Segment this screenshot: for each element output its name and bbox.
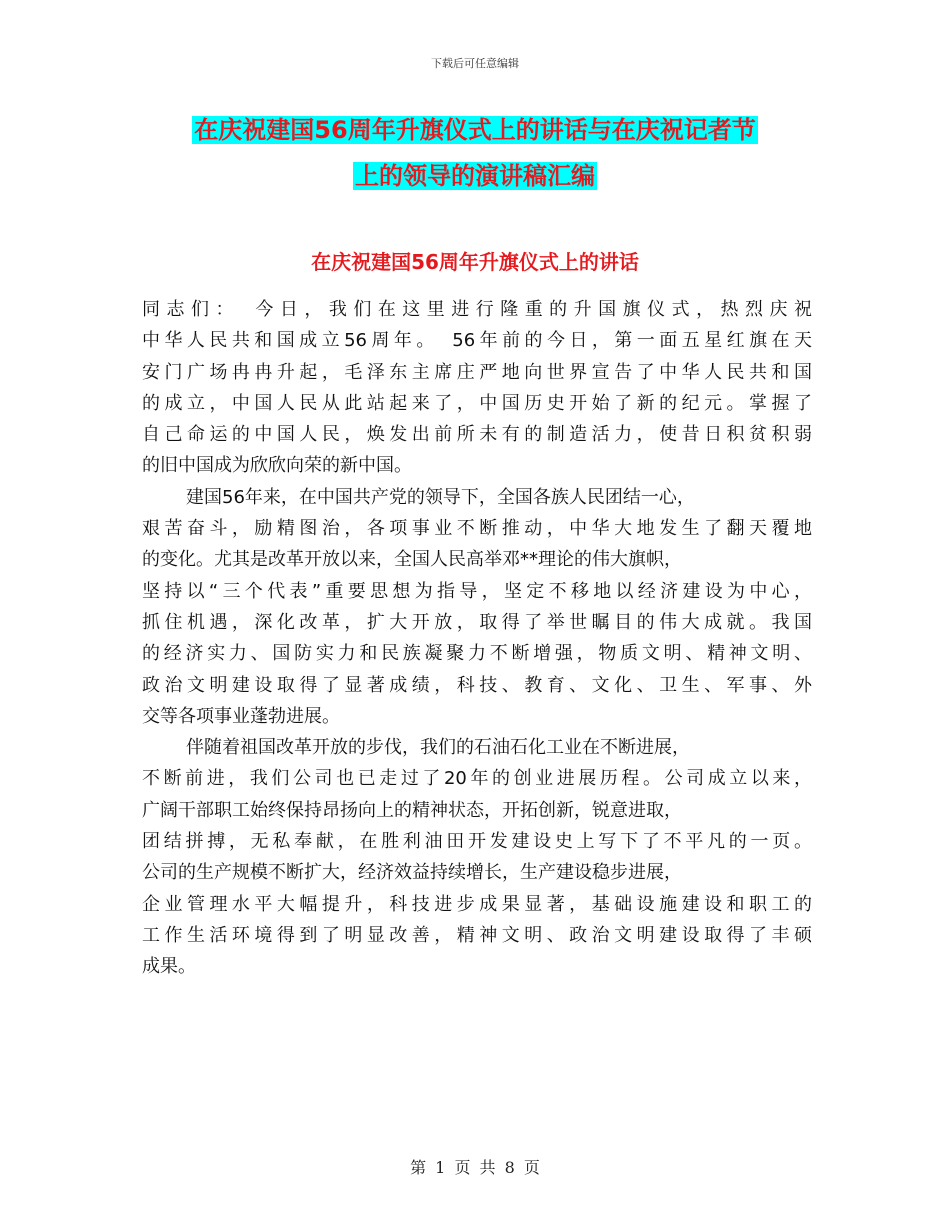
body-line: 安门广场冉冉升起，毛泽东主席庄严地向世界宣告了中华人民共和国	[142, 361, 812, 383]
body-line: 工作生活环境得到了明显改善，精神文明、政治文明建设取得了丰硕	[142, 924, 812, 946]
section-title: 在庆祝建国56周年升旗仪式上的讲话	[311, 250, 639, 274]
body-line: 的变化。尤其是改革开放以来，全国人民高举邓**理论的伟大旗帜，	[142, 549, 682, 571]
title-line-2: 上的领导的演讲稿汇编	[355, 162, 595, 190]
body-line: 同志们： 今日，我们在这里进行隆重的升国旗仪式，热烈庆祝	[142, 299, 812, 320]
body-line: 艰苦奋斗，励精图治，各项事业不断推动，中华大地发生了翻天覆地	[142, 518, 812, 540]
body-line: 政治文明建设取得了显著成绩，科技、教育、文化、卫生、军事、外	[142, 674, 812, 696]
body-line: 伴随着祖国改革开放的步伐，我们的石油石化工业在不断进展，	[186, 737, 690, 759]
body-line: 坚持以“三个代表”重要思想为指导，坚定不移地以经济建设为中心，	[142, 580, 812, 602]
body-line: 企业管理水平大幅提升，科技进步成果显著，基础设施建设和职工的	[142, 893, 812, 915]
page-footer: 第 1 页 共 8 页	[410, 1158, 540, 1177]
body-line: 建国56年来，在中国共产党的领导下，全国各族人民团结一心，	[186, 486, 695, 508]
body-text	[142, 294, 812, 983]
page-header: 下载后可任意编辑	[431, 57, 519, 70]
title-line-1: 在庆祝建国56周年升旗仪式上的讲话与在庆祝记者节	[194, 116, 756, 144]
body-line: 交等各项事业蓬勃进展。	[142, 705, 340, 727]
body-line: 不断前进，我们公司也已走过了20年的创业进展历程。公司成立以来，	[142, 768, 812, 790]
body-line: 的成立，中国人民从此站起来了，中国历史开始了新的纪元。掌握了	[142, 392, 812, 414]
body-line: 自己命运的中国人民，焕发出前所未有的制造活力，使昔日积贫积弱	[142, 424, 812, 446]
body-line: 公司的生产规模不断扩大，经济效益持续增长，生产建设稳步进展，	[142, 862, 682, 884]
body-line: 的经济实力、国防实力和民族凝聚力不断增强，物质文明、精神文明、	[142, 643, 812, 665]
body-line: 中华人民共和国成立56周年。 56年前的今日，第一面五星红旗在天	[142, 330, 812, 352]
body-line: 广阔干部职工始终保持昂扬向上的精神状态，开拓创新，锐意进取，	[142, 799, 682, 821]
body-line: 的旧中国成为欣欣向荣的新中国。	[142, 455, 412, 477]
body-line: 抓住机遇，深化改革，扩大开放，取得了举世瞩目的伟大成就。我国	[142, 611, 812, 633]
body-line: 团结拼搏，无私奉献，在胜利油田开发建设史上写下了不平凡的一页。	[142, 831, 812, 853]
body-line: 成果。	[142, 956, 196, 978]
